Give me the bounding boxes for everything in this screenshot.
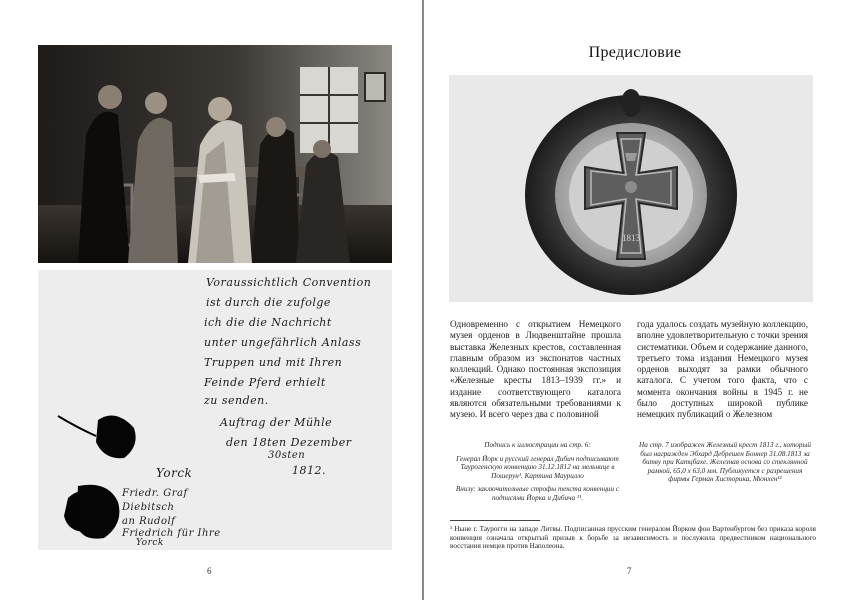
- left-page: [0, 0, 422, 600]
- right-page: [424, 0, 846, 600]
- medal-year-text: 1813: [622, 233, 640, 243]
- caption-left-text: Внизу: заключительные строфы текста конвенции с подписями Йорка и Дибича ¹¹.: [455, 485, 620, 502]
- letter-line: den 18ten Dezember: [226, 436, 352, 449]
- letter-line: Friedrich für Ihre: [122, 528, 221, 539]
- letter-line: 1812.: [292, 464, 326, 477]
- letter-line: 30sten: [268, 450, 306, 461]
- caption-left: [450, 441, 625, 507]
- body-column-right: года удалось создать музейную коллекцию, вполне удовлетворительную с точки зрения систематики. Объем и содержание данного, третьего тома издания Немецкого музея орденов выходят за рамки обычного каталога. С учетом того факта, что с момента окончания войны в 1945 г. не было доступных широкой публике немецких публикаций о Железном: [637, 319, 808, 420]
- body-column-left: Одновременно с открытием Немецкого музея орденов в Людвенштайне прошла выставка Железных крестов, составленная главным образом из экспонатов частных коллекций. Однако постоянная экспозиция «Железные кресты 1813–1939 гг.» и издание соответствующего каталога являются обязательными требованиями к музею. И всего через два с половиной: [450, 319, 621, 420]
- letter-line: unter ungefährlich Anlass: [204, 336, 362, 349]
- letter-line: Voraussichtlich Convention: [206, 276, 372, 289]
- footnote: ¹ Ныне г. Таурогги на западе Литвы. Подписанная прусским генералом Йорком фон Вартенбургом без приказа короля конвенция означала открытый призыв к борьбе за независимость и послужила предвестником национального восстания немцев против Наполеона.: [450, 525, 816, 551]
- caption-left-heading: Подпись к иллюстрации на стр. 6:: [484, 441, 591, 449]
- caption-right-text: На стр. 7 изображен Железный крест 1813 г., который был награжден Эбхард Дебрешен Боннер 31.08.1813 за битву при Катцбахе. Железная основа со стеклянной рамкой, 65,0 x 63,0 мм. Публикуется с разрешения фирмы Герман Хисторика, Мюнхен¹²: [639, 441, 811, 483]
- letter-line: ist durch die zufolge: [206, 296, 331, 309]
- page-number-right: 7: [627, 566, 632, 576]
- letter-line: zu senden.: [204, 394, 269, 407]
- letter-line: Diebitsch: [122, 502, 175, 513]
- letter-line: ich die die Nachricht: [204, 316, 332, 329]
- page-title: Предисловие: [588, 44, 682, 61]
- caption-right: [637, 441, 813, 484]
- page-number-left: 6: [207, 566, 212, 576]
- iron-cross-medal-image: [449, 75, 813, 302]
- letter-line: Yorck: [156, 466, 193, 480]
- letter-line: Friedr. Graf: [122, 488, 188, 499]
- convention-letter-scan: [38, 270, 392, 550]
- letter-line: Truppen und mit Ihren: [204, 356, 343, 369]
- letter-line: Auftrag der Mühle: [220, 416, 333, 429]
- caption-left-text: Генерал Йорк и русский генерал Дибич подписывают Таурогенскую конвенцию 31.12.1812 на мельнице в Пошерун¹. Картина Маурилло: [456, 454, 619, 480]
- letter-line: Feinde Pferd erhielt: [204, 376, 326, 389]
- footnote-rule: [450, 520, 540, 521]
- painting-convention-image: [38, 45, 392, 263]
- letter-line: an Rudolf: [122, 516, 176, 527]
- letter-line: Yorck: [136, 538, 164, 548]
